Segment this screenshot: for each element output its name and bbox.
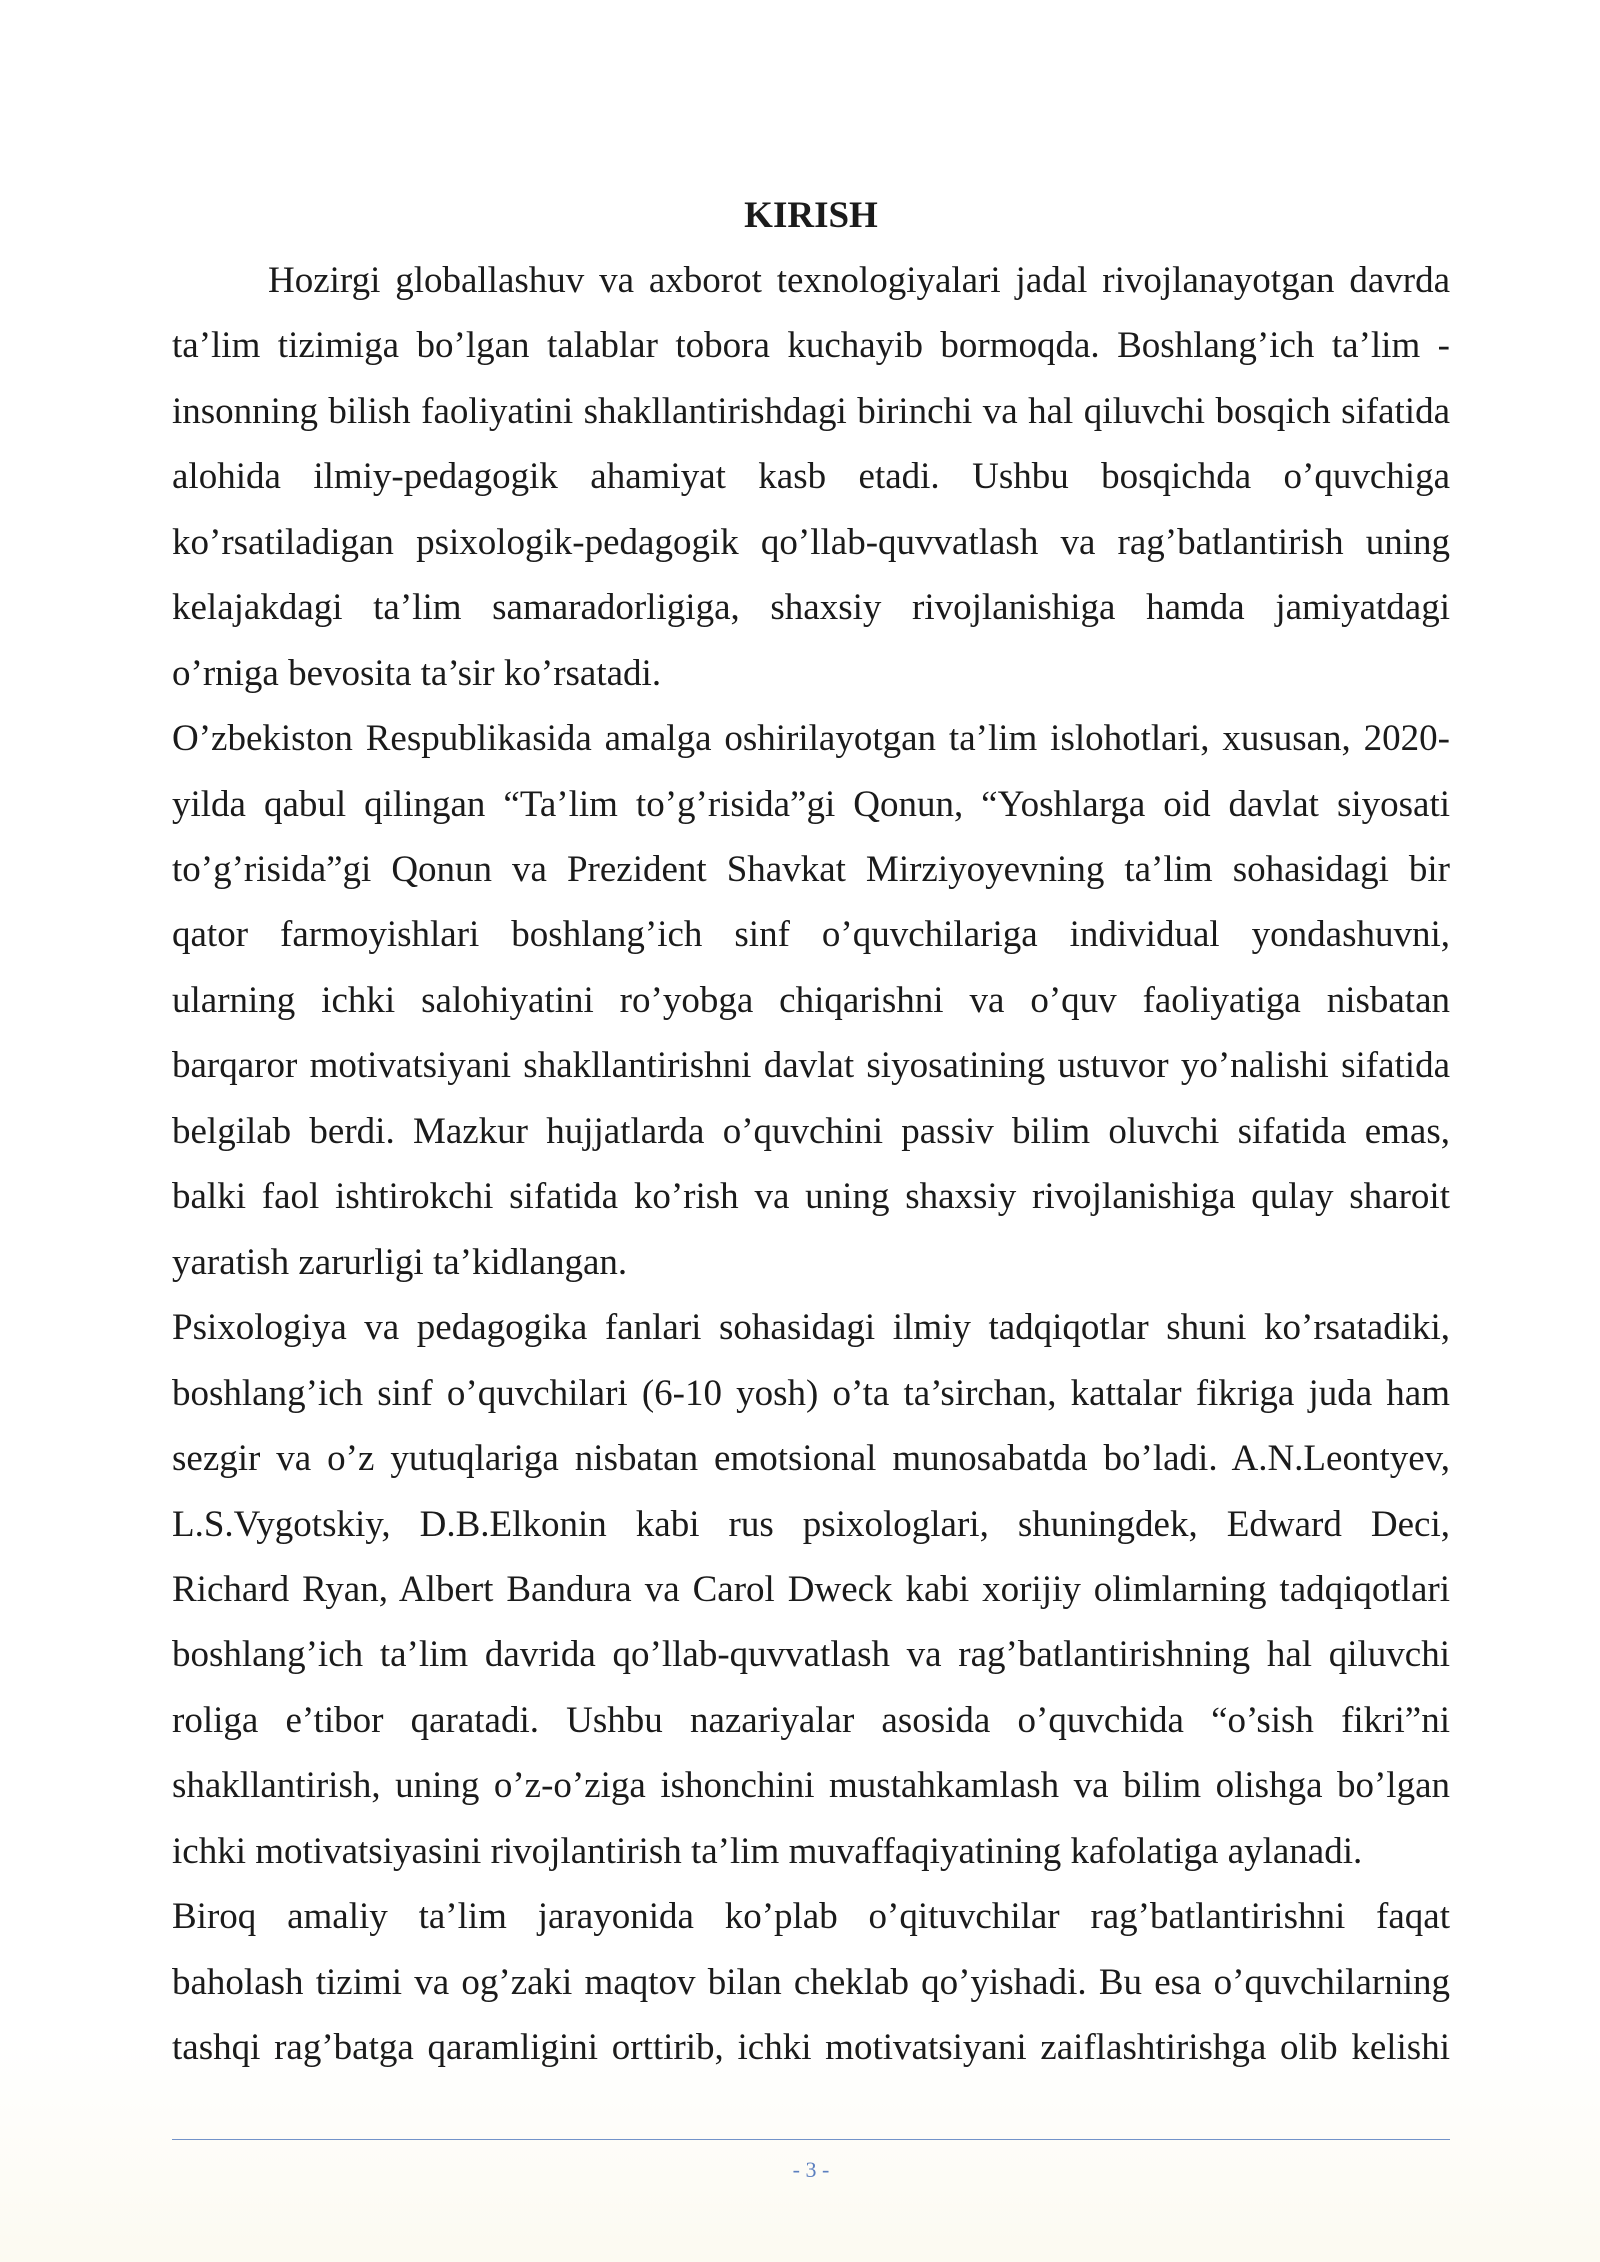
text-line: tashqi rag’batga qaramligini orttirib, ichki motivatsiyani zaiflashtirishga olib kelishi (172, 2027, 1450, 2069)
paragraph-2 (172, 706, 1450, 1295)
text-line: roliga e’tibor qaratadi. Ushbu nazariyalar asosida o’quvchida “o’sish fikri”ni (172, 1699, 1450, 1741)
text-line: boshlang’ich ta’lim davrida qo’llab-quvvatlash va rag’batlantirishning hal qiluvchi (172, 1634, 1450, 1676)
text-line: to’g’risida”gi Qonun va Prezident Shavkat Mirziyoyevning ta’lim sohasidagi bir (172, 849, 1450, 891)
paragraph-4 (172, 1884, 1450, 2080)
text-line: Biroq amaliy ta’lim jarayonida ko’plab o’qituvchilar rag’batlantirishni faqat (172, 1896, 1450, 1938)
text-line: sezgir va o’z yutuqlariga nisbatan emotsional munosabatda bo’ladi. A.N.Leontyev, (172, 1438, 1450, 1480)
text-line: belgilab berdi. Mazkur hujjatlarda o’quvchini passiv bilim oluvchi sifatida emas, (172, 1110, 1450, 1152)
text-line: alohida ilmiy-pedagogik ahamiyat kasb etadi. Ushbu bosqichda o’quvchiga (172, 456, 1450, 498)
text-line: balki faol ishtirokchi sifatida ko’rish va uning shaxsiy rivojlanishiga qulay sharoit (172, 1176, 1450, 1218)
text-line: boshlang’ich sinf o’quvchilari (6-10 yosh) o’ta ta’sirchan, kattalar fikriga juda ham (172, 1372, 1450, 1414)
text-line: L.S.Vygotskiy, D.B.Elkonin kabi rus psixologlari, shuningdek, Edward Deci, (172, 1503, 1450, 1545)
text-line: Richard Ryan, Albert Bandura va Carol Dweck kabi xorijiy olimlarning tadqiqotlari (172, 1569, 1450, 1611)
text-line: qator farmoyishlari boshlang’ich sinf o’quvchilariga individual yondashuvni, (172, 914, 1450, 956)
text-line: o’rniga bevosita ta’sir ko’rsatadi. (172, 652, 662, 694)
page-body (172, 183, 1450, 2081)
text-line: ta’lim tizimiga bo’lgan talablar tobora kuchayib bormoqda. Boshlang’ich ta’lim - (172, 325, 1450, 367)
text-line: insonning bilish faoliyatini shakllantirishdagi birinchi va hal qiluvchi bosqich sifatida (172, 390, 1450, 432)
text-line: Hozirgi globallashuv va axborot texnologiyalari jadal rivojlanayotgan davrda (268, 259, 1450, 301)
section-title: KIRISH (744, 194, 878, 236)
text-line: ichki motivatsiyasini rivojlantirish ta’lim muvaffaqiyatining kafolatiga aylanadi. (172, 1830, 1363, 1872)
paragraph-1 (172, 248, 1450, 706)
text-line: yaratish zarurligi ta’kidlangan. (172, 1241, 628, 1283)
text-line: shakllantirish, uning o’z-o’ziga ishonchini mustahkamlash va bilim olishga bo’lgan (172, 1765, 1450, 1807)
text-line: ko’rsatiladigan psixologik-pedagogik qo’llab-quvvatlash va rag’batlantirish uning (172, 521, 1450, 563)
text-line: yilda qabul qilingan “Ta’lim to’g’risida”gi Qonun, “Yoshlarga oid davlat siyosati (172, 783, 1450, 825)
footer-divider (172, 2139, 1450, 2140)
text-line: barqaror motivatsiyani shakllantirishni davlat siyosatining ustuvor yo’nalishi sifatida (172, 1045, 1450, 1087)
text-line: baholash tizimi va og’zaki maqtov bilan cheklab qo’yishadi. Bu esa o’quvchilarning (172, 1961, 1450, 2003)
paragraph-3 (172, 1295, 1450, 1884)
text-line: Psixologiya va pedagogika fanlari sohasidagi ilmiy tadqiqotlar shuni ko’rsatadiki, (172, 1307, 1450, 1349)
text-line: O’zbekiston Respublikasida amalga oshirilayotgan ta’lim islohotlari, xususan, 2020- (172, 718, 1450, 760)
text-line: kelajakdagi ta’lim samaradorligiga, shaxsiy rivojlanishiga hamda jamiyatdagi (172, 587, 1450, 629)
page-number: - 3 - (792, 2157, 830, 2182)
text-line: ularning ichki salohiyatini ro’yobga chiqarishni va o’quv faoliyatiga nisbatan (172, 979, 1450, 1021)
